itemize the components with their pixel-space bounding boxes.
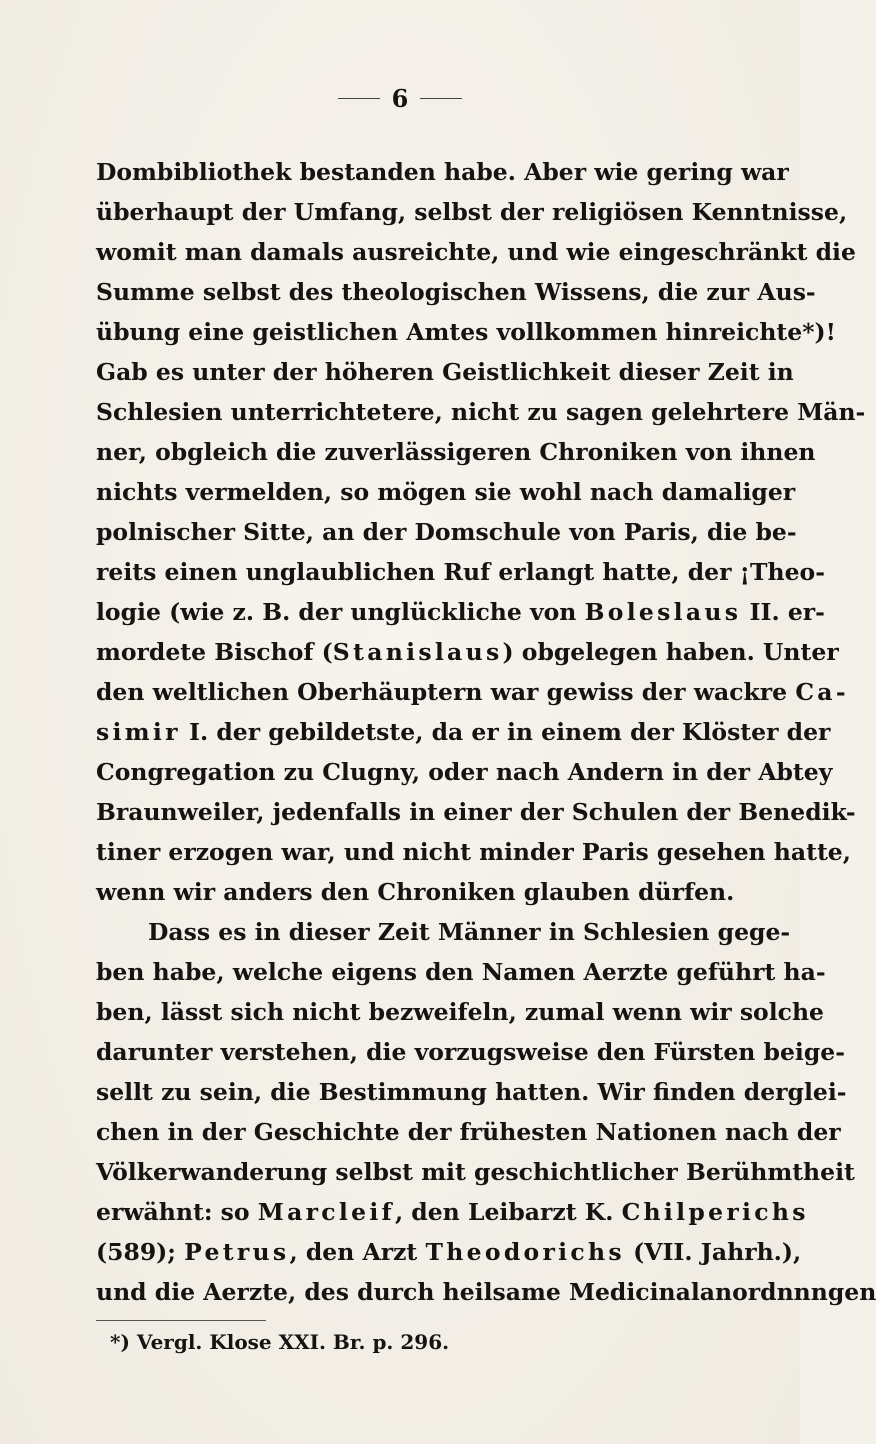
text-run: logie (wie z. B. der unglückliche von (96, 598, 585, 626)
text-line: überhaupt der Umfang, selbst der religiösen Kenntnisse, (96, 198, 848, 226)
spaced-name-marcleif: Marcleif (257, 1198, 395, 1226)
header-rule-left (338, 98, 380, 99)
text-line: ben habe, welche eigens den Namen Aerzte geführt ha- (96, 958, 826, 986)
text-line: Braunweiler, jedenfalls in einer der Schulen der Benedik- (96, 798, 856, 826)
footnote-rule (96, 1320, 266, 1321)
spaced-name-chilperichs: Chilperichs (621, 1198, 809, 1226)
text-line (96, 672, 849, 712)
text-line: Dass es in dieser Zeit Männer in Schlesien gege- (148, 918, 791, 946)
body-text (96, 152, 876, 1312)
text-line: übung eine geistlichen Amtes vollkommen hinreichte*)! (96, 318, 836, 346)
text-line: reits einen unglaublichen Ruf erlangt hatte, der ¡Theo- (96, 558, 825, 586)
page-number: 6 (391, 84, 409, 113)
text-line: nichts vermelden, so mögen sie wohl nach damaliger (96, 478, 796, 506)
header-rule-right (420, 98, 462, 99)
text-line (96, 1192, 809, 1232)
spaced-name-boleslaus: Boleslaus (584, 598, 742, 626)
text-line: chen in der Geschichte der frühesten Nationen nach der (96, 1118, 841, 1146)
text-line: sellt zu sein, die Bestimmung hatten. Wir finden derglei- (96, 1078, 847, 1106)
text-run: ( (321, 638, 333, 666)
text-line: tiner erzogen war, und nicht minder Paris gesehen hatte, (96, 838, 851, 866)
footnote: *) Vergl. Klose XXI. Br. p. 296. (110, 1330, 450, 1354)
text-line: wenn wir anders den Chroniken glauben dürfen. (96, 878, 735, 906)
text-run: den weltlichen Oberhäuptern war gewiss der wackre (96, 678, 796, 706)
spaced-name-theodorichs: Theodorichs (425, 1238, 625, 1266)
text-line (96, 1232, 802, 1272)
text-line: Summe selbst des theologischen Wissens, die zur Aus- (96, 278, 816, 306)
page-header (0, 84, 800, 113)
text-run: mordete Bischof (96, 638, 322, 666)
text-line: polnischer Sitte, an der Domschule von Paris, die be- (96, 518, 797, 546)
spaced-name-ca: Ca- (795, 678, 849, 706)
text-line: womit man damals ausreichte, und wie eingeschränkt die (96, 238, 856, 266)
text-line: Congregation zu Clugny, oder nach Andern in der Abtey (96, 758, 833, 786)
spaced-name-stanislaus: Stanislaus (332, 638, 503, 666)
text-run: ) obgelegen haben. Unter (502, 638, 839, 666)
spaced-name-simir: simir (96, 718, 181, 746)
text-line (96, 592, 825, 632)
text-line: Völkerwanderung selbst mit geschichtlicher Berühmtheit (96, 1158, 855, 1186)
text-line: ner, obgleich die zuverlässigeren Chroniken von ihnen (96, 438, 816, 466)
text-line (96, 632, 839, 672)
text-line: Gab es unter der höheren Geistlichkeit dieser Zeit in (96, 358, 794, 386)
text-run: , den Leibarzt K. (394, 1198, 622, 1226)
text-line: Schlesien unterrichtetere, nicht zu sagen gelehrtere Män- (96, 398, 866, 426)
text-line: und die Aerzte, des durch heilsame Medicinalanordnnngen (96, 1278, 876, 1306)
text-run: II. er- (741, 598, 825, 626)
text-line: Dombibliothek bestanden habe. Aber wie gering war (96, 158, 789, 186)
spaced-name-petrus: Petrus (184, 1238, 290, 1266)
text-line: darunter verstehen, die vorzugsweise den Fürsten beige- (96, 1038, 845, 1066)
text-run: , den Arzt (289, 1238, 426, 1266)
text-line: ben, lässt sich nicht bezweifeln, zumal wenn wir solche (96, 998, 824, 1026)
text-run: erwähnt: so (96, 1198, 258, 1226)
text-run: (VII. Jahrh.), (624, 1238, 802, 1266)
text-run: (589); (96, 1238, 185, 1266)
text-run: I. der gebildetste, da er in einem der Klöster der (180, 718, 831, 746)
text-line (96, 712, 831, 752)
